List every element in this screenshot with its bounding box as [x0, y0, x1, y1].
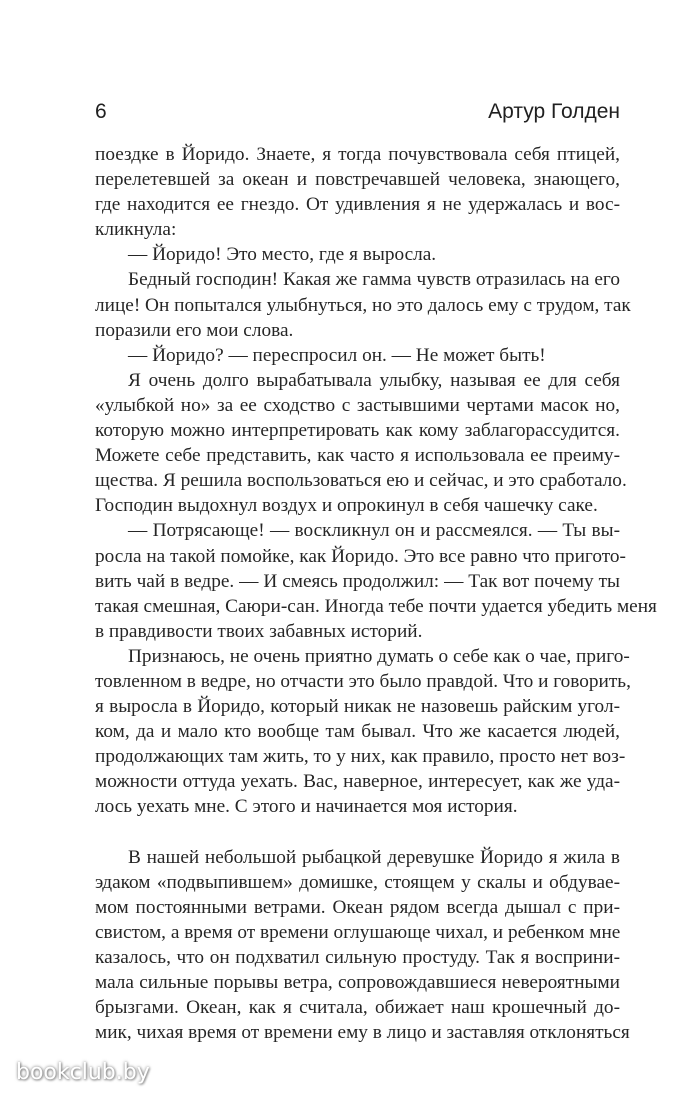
text-line: — Потрясающе! — воскликнул он и рассмеялся. — Ты вы-	[128, 520, 620, 542]
running-head	[95, 100, 620, 130]
text-line: Признаюсь, не очень приятно думать о себе как о чае, приго-	[128, 645, 630, 667]
text-line: — Йоридо? — переспросил он. — Не может быть!	[128, 344, 546, 366]
text-line: — Йоридо! Это место, где я выросла.	[128, 244, 437, 266]
section-break	[95, 820, 620, 845]
text-line: казалось, что он подхватил сильную простуду. Так я восприни-	[95, 946, 620, 968]
text-line: В нашей небольшой рыбацкой деревушке Йоридо я жила в	[128, 846, 620, 868]
text-line: брызгами. Океан, как я считала, обижает наш крошечный до-	[95, 997, 620, 1019]
text-line: Бедный господин! Какая же гамма чувств отразилась на его	[128, 269, 620, 291]
text-line: можности оттуда уехать. Вас, наверное, интересует, как же уда-	[95, 771, 620, 793]
text-line: лице! Он попытался улыбнуться, но это далось ему с трудом, так	[95, 294, 631, 316]
text-line: поездке в Йоридо. Знаете, я тогда почувствовала себя птицей,	[95, 144, 620, 165]
text-line: Можете себе представить, как часто я использовала ее преиму-	[95, 445, 620, 467]
text-line: где находится ее гнездо. От удивления я не удержалась и вос-	[95, 194, 620, 216]
text-line: Господин выдохнул воздух и опрокинул в себя чашечку саке.	[95, 495, 598, 517]
text-line: свистом, а время от времени оглушающе чихал, и ребенком мне	[95, 921, 621, 943]
text-line: я выросла в Йоридо, который никак не назовешь райским угол-	[95, 696, 620, 718]
text-line: продолжающих там жить, то у них, как правило, просто нет воз-	[95, 746, 626, 768]
text-line: мала сильные порывы ветра, сопровождавшиеся невероятными	[95, 972, 620, 993]
text-line: росла на такой помойке, как Йоридо. Это все равно что пригото-	[95, 545, 626, 567]
text-line: «улыбкой но» за ее сходство с застывшими чертами масок но,	[95, 394, 620, 416]
text-line: товленном в ведре, но отчасти это было правдой. Что и говорить,	[95, 670, 631, 692]
text-line: ком, да и мало кто вообще там бывал. Что же касается людей,	[95, 721, 620, 743]
text-line: Я очень долго вырабатывала улыбку, называя ее для себя	[128, 369, 620, 391]
text-line: которую можно интерпретировать как кому заблагорассудится.	[95, 420, 620, 442]
page-number: 6	[95, 100, 107, 123]
author-name: Артур Голден	[488, 100, 620, 123]
text-line: вить чай в ведре. — И смеясь продолжил: — Так вот почему ты	[95, 570, 620, 592]
text-line: перелетевшей за океан и повстречавшей человека, знающего,	[95, 169, 620, 191]
text-line: такая смешная, Саюри-сан. Иногда тебе почти удается убедить меня	[95, 595, 657, 617]
body-text	[95, 142, 657, 1045]
watermark-logo: bookclub.by	[16, 1060, 150, 1085]
text-line: поразили его мои слова.	[95, 319, 294, 341]
text-line: щества. Я решила воспользоваться ею и сейчас, и это сработало.	[95, 470, 627, 492]
text-line: эдаком «подвыпившем» домишке, стоящем у скалы и обдувае-	[95, 871, 620, 893]
text-line: кликнула:	[95, 219, 177, 241]
text-line: лось уехать мне. С этого и начинается моя история.	[95, 796, 518, 818]
text-line: мом постоянными ветрами. Океан рядом всегда дышал с при-	[95, 896, 620, 918]
text-line: мик, чихая время от времени ему в лицо и заставляя отклоняться	[95, 1022, 630, 1044]
text-line: в правдивости твоих забавных историй.	[95, 620, 423, 642]
